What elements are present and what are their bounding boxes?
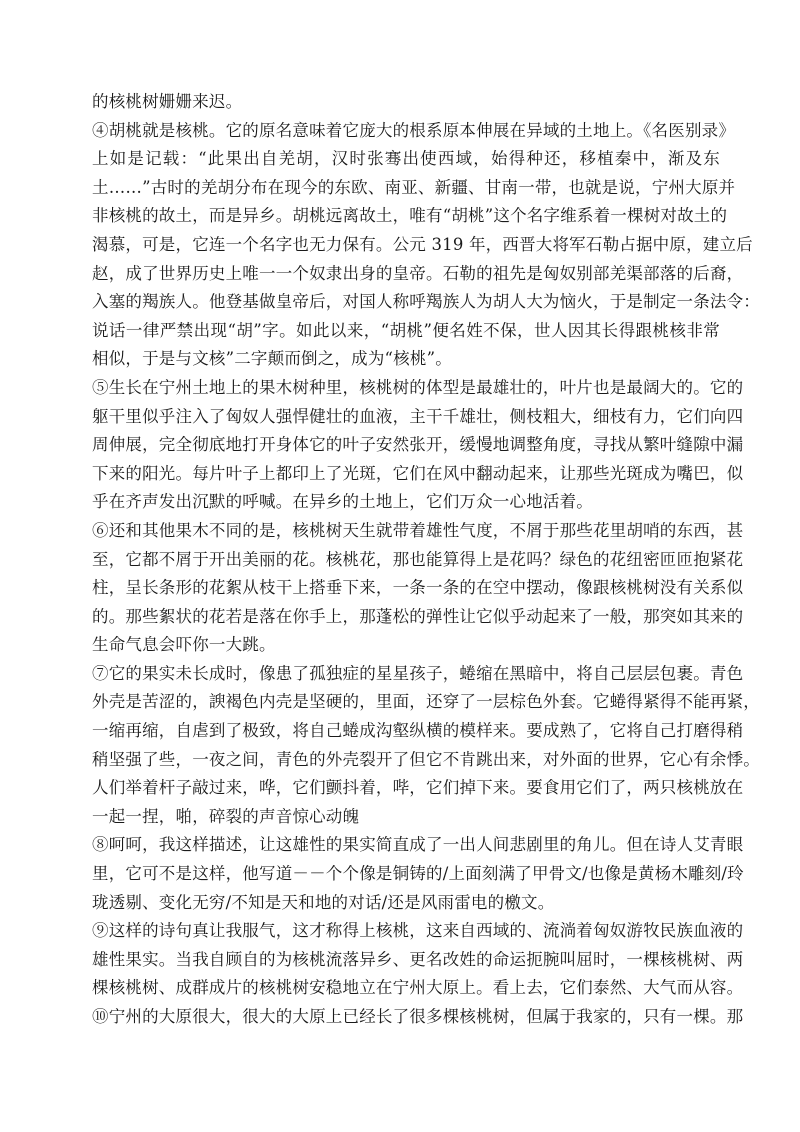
text-line: ④胡桃就是核桃。它的原名意味着它庞大的根系原本伸展在异域的土地上。《名医别录》 <box>92 120 736 140</box>
text-line: ⑤生长在宁州土地上的果木树种里，核桃树的体型是最雄壮的，叶片也是最阔大的。它的 <box>92 377 744 397</box>
text-line: 人们举着杆子敲过来，哗，它们颤抖着，哔，它们掉下来。要食用它们了，两只核桃放在 <box>92 778 744 798</box>
text-line: 至，它都不屑于开出美丽的花。核桃花，那也能算得上是花吗？绿色的花纽密匝匝抱紧花 <box>92 549 744 569</box>
text-line: 柱，呈长条形的花絮从枝干上搭垂下来，一条一条的在空中摆动，像跟核桃树没有关系似 <box>92 578 744 598</box>
text-line: 棵核桃树、成群成片的核桃树安稳地立在宁州大原上。看上去，它们泰然、大气而从容。 <box>92 978 744 998</box>
text-line: 非核桃的故土，而是异乡。胡桃远离故土，唯有“胡桃”这个名字维系着一棵树对故土的 <box>92 206 728 226</box>
text-line: 的。那些絮状的花若是落在你手上，那蓬松的弹性让它似乎动起来了一般，那突如其来的 <box>92 606 744 626</box>
text-line: 雄性果实。当我自顾自的为核桃流落异乡、更名改姓的命运扼腕叫屈时，一棵核桃树、两 <box>92 949 744 969</box>
text-line: 赵，成了世界历史上唯一一个奴隶出身的皇帝。石勒的祖先是匈奴别部羌渠部落的后裔， <box>92 263 744 283</box>
text-line: 周伸展，完全彻底地打开身体它的叶子安然张开，缓慢地调整角度，寻找从繁叶缝隙中漏 <box>92 435 744 455</box>
text-line: 一起一捏，啪，碎裂的声音惊心动魄 <box>92 806 360 826</box>
text-line: 下来的阳光。每片叶子上都印上了光斑，它们在风中翻动起来，让那些光斑成为嘴巴，似 <box>92 463 744 483</box>
text-line: 相似，于是与文核”二字颠而倒之，成为“核桃”。 <box>92 349 452 369</box>
document-body <box>92 88 760 1032</box>
text-line: 躯干里似乎注入了匈奴人强悍健壮的血液，主干千雄壮，侧枝粗大，细枝有力，它们向四 <box>92 406 744 426</box>
text-line: 土……”古时的羌胡分布在现今的东欧、南亚、新疆、甘南一带，也就是说，宁州大原并 <box>92 177 736 197</box>
text-line: 的核桃树姗姗来迟。 <box>92 92 243 111</box>
text-line: 外壳是苦涩的，諛褐色内壳是坚硬的，里面，还穿了一层棕色外套。它蜷得紧得不能再紧， <box>92 692 760 712</box>
text-line: 说话一律严禁出现“胡”字。如此以来，“胡桃”便名姓不保，世人因其长得跟桃核非常 <box>92 320 720 340</box>
text-line: 渴慕，可是，它连一个名字也无力保有。公元 319 年，西晋大将军石勒占据中原，建立后 <box>92 234 753 254</box>
text-line: 一缩再缩，自虐到了极致，将自己蜷成沟壑纵横的模样来。要成熟了，它将自己打磨得稍 <box>92 721 744 741</box>
text-line: ⑨这样的诗句真让我服气，这才称得上核桃，这来自西域的、流淌着匈奴游牧民族血液的 <box>92 921 744 941</box>
text-line: ⑥还和其他果木不同的是，核桃树天生就带着雄性气度，不屑于那些花里胡哨的东西，甚 <box>92 520 744 540</box>
text-line: 上如是记载：“此果出自羌胡，汉时张骞出使西域，始得种还，移植秦中，渐及东 <box>92 149 720 169</box>
text-line: ⑩宁州的大原很大，很大的大原上已经长了很多棵核桃树，但属于我家的，只有一棵。那 <box>92 1007 744 1026</box>
text-line: ⑧呵呵，我这样描述，让这雄性的果实简直成了一出人间悲剧里的角儿。但在诗人艾青眼 <box>92 835 744 855</box>
text-line: 乎在齐声发出沉默的呼喊。在异乡的土地上，它们万众一心地活着。 <box>92 492 593 512</box>
text-line: 里，它可不是这样，他写道－－个个像是铜铸的/上面刻满了甲骨文/也像是黄杨木雕刻/玲 <box>92 864 744 884</box>
text-line: 珑透剔、变化无穷/不知是天和地的对话/还是风雨雷电的檄文。 <box>92 892 555 912</box>
text-line: 稍坚强了些，一夜之间，青色的外壳裂开了但它不肯跳出来，对外面的世界，它心有余悸。 <box>92 749 760 769</box>
text-line: 生命气息会吓你一大跳。 <box>92 635 276 655</box>
text-line: 入塞的羯族人。他登基做皇帝后，对国人称呼羯族人为胡人大为恼火，于是制定一条法令： <box>92 292 760 312</box>
text-line: ⑦它的果实未长成时，像患了孤独症的星星孩子，蜷缩在黑暗中，将自己层层包裹。青色 <box>92 663 744 683</box>
